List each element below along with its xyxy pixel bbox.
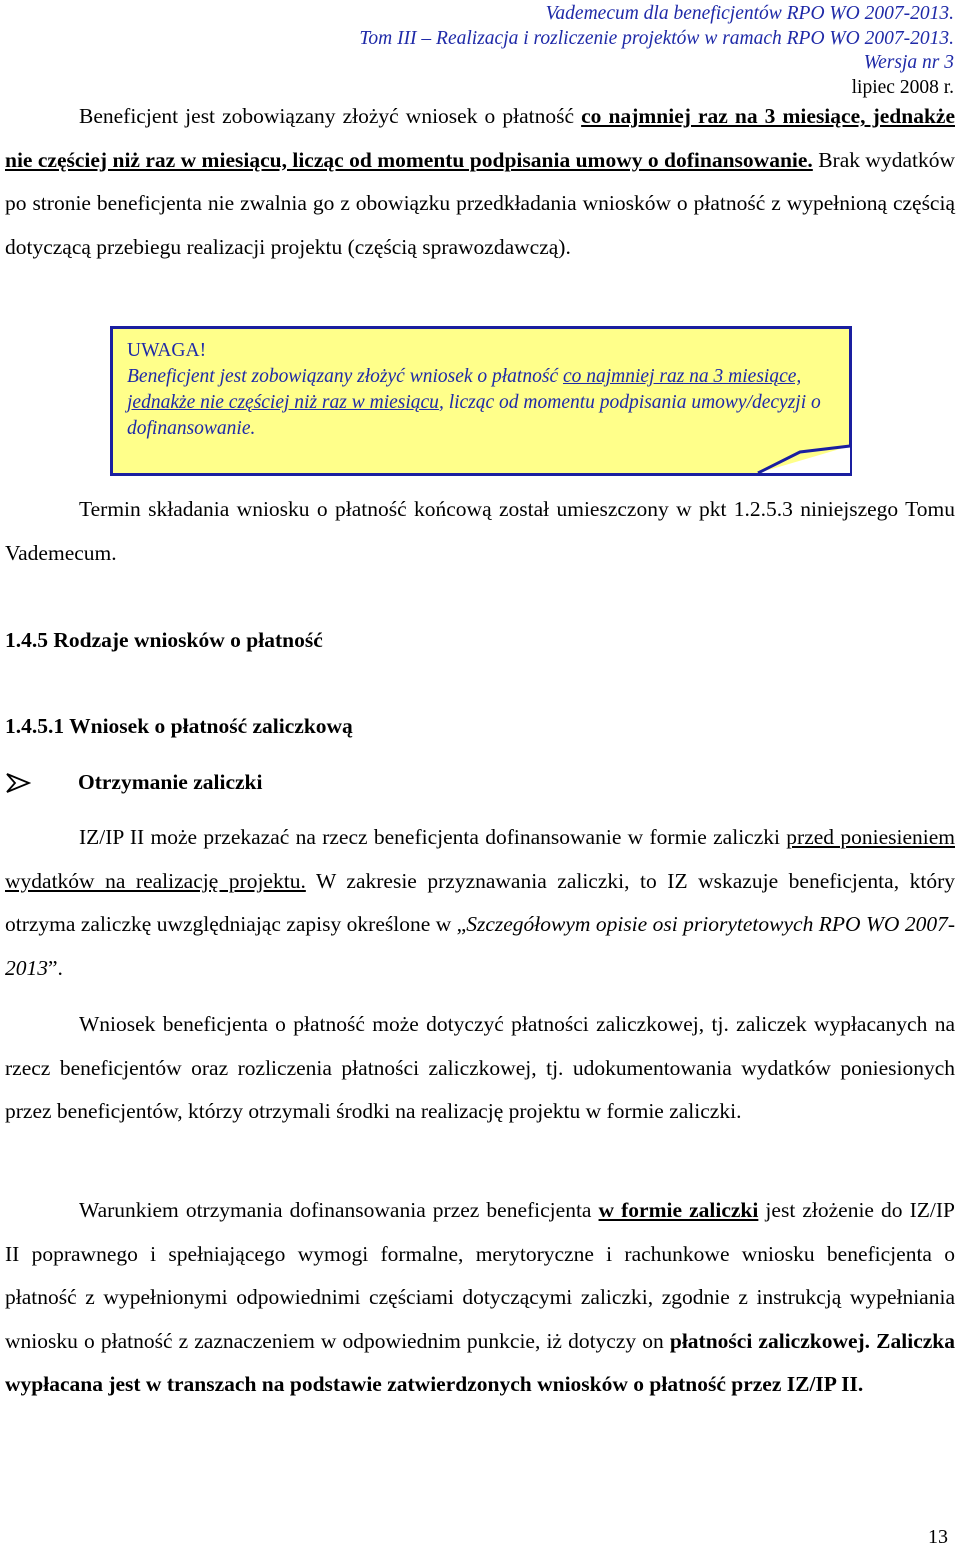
note-text-1: Beneficjent jest zobowiązany złożyć wniosek o płatność — [127, 366, 563, 387]
page-number: 13 — [928, 1526, 948, 1548]
header-line-1: Vademecum dla beneficjentów RPO WO 2007-2013. — [545, 3, 954, 24]
paragraph-5 — [5, 1189, 955, 1407]
arrowhead-bullet-icon — [5, 772, 31, 794]
header-date: lipiec 2008 r. — [851, 76, 954, 98]
p3-italic: Szczegółowym opisie osi priorytetowych RPO WO 2007-2013 — [5, 912, 956, 980]
note-text — [127, 338, 827, 442]
paragraph-4: Wniosek beneficjenta o płatność może dotyczyć płatności zaliczkowej, tj. zaliczek wypłacanych na rzecz beneficjentów oraz rozliczenia płatności zaliczkowej, tj. udokumentowania wydatków poniesionych przez beneficjentów, którzy otrzymali środki na realizację projektu w formie zaliczki. — [5, 1012, 955, 1123]
note-text-3: , licząc od momentu podpisania umowy/decyzji o dofinansowanie. — [127, 392, 821, 439]
section-heading-1-4-5-1: 1.4.5.1 Wniosek o płatność zaliczkową — [5, 714, 353, 738]
p3-underlined: przed poniesieniem wydatków na realizację projektu. — [5, 825, 955, 893]
p3-text-3: W zakresie przyznawania zaliczki, to IZ wskazuje beneficjenta, który otrzyma zaliczkę uwzględniając zapisy określone w „ — [5, 868, 955, 936]
section-heading-1-4-5: 1.4.5 Rodzaje wniosków o płatność — [5, 628, 323, 652]
p3-text-1: IZ/IP II może przekazać na rzecz beneficjenta dofinansowanie w formie zaliczki — [79, 825, 787, 849]
p5-text-1: Warunkiem otrzymania dofinansowania przez beneficjenta — [79, 1198, 599, 1222]
running-header — [54, 2, 954, 100]
note-callout — [110, 326, 852, 476]
p5-bold: płatności zaliczkowej. Zaliczka wypłacana jest w transzach na podstawie zatwierdzonych wniosków o płatność przez IZ/IP II. — [5, 1328, 955, 1396]
paragraph-2: Termin składania wniosku o płatność końcową został umieszczony w pkt 1.2.5.3 niniejszego Tomu Vademecum. — [5, 497, 955, 565]
paragraph-3 — [5, 816, 955, 990]
paragraph-1 — [5, 95, 955, 269]
header-line-2: Tom III – Realizacja i rozliczenie projektów w ramach RPO WO 2007-2013. — [359, 27, 954, 49]
p1-text-3: Brak wydatków po stronie beneficjenta nie zwalnia go z obowiązku przedkładania wniosków o płatność z wypełnioną częścią dotyczącą przebiegu realizacji projektu (częścią sprawozdawczą). — [5, 147, 955, 259]
p5-text-3: jest złożenie do IZ/IP II poprawnego i spełniającego wymogi formalne, merytoryczne i rachunkowe wniosku beneficjenta o płatność z wypełnionymi odpowiednimi częściami dotyczącymi zaliczki, zgodnie z instrukcją wypełniania wniosku o płatność z zaznaczeniem w odpowiednim punkcie, iż dotyczy on — [5, 1198, 956, 1353]
note-emphasis: co najmniej raz na 3 miesiące, jednakże nie częściej niż raz w miesiącu — [127, 366, 802, 413]
header-version: Wersja nr 3 — [863, 52, 954, 73]
bullet-label: Otrzymanie zaliczki — [78, 770, 263, 794]
p1-emphasis: co najmniej raz na 3 miesiące, jednakże nie częściej niż raz w miesiącu, licząc od momentu podpisania umowy o dofinansowanie. — [5, 104, 955, 172]
p3-text-5: ”. — [48, 955, 63, 980]
p5-emphasis: w formie zaliczki — [598, 1198, 759, 1222]
note-title: UWAGA! — [127, 340, 207, 361]
p1-text-1: Beneficjent jest zobowiązany złożyć wniosek o płatność — [79, 104, 582, 128]
